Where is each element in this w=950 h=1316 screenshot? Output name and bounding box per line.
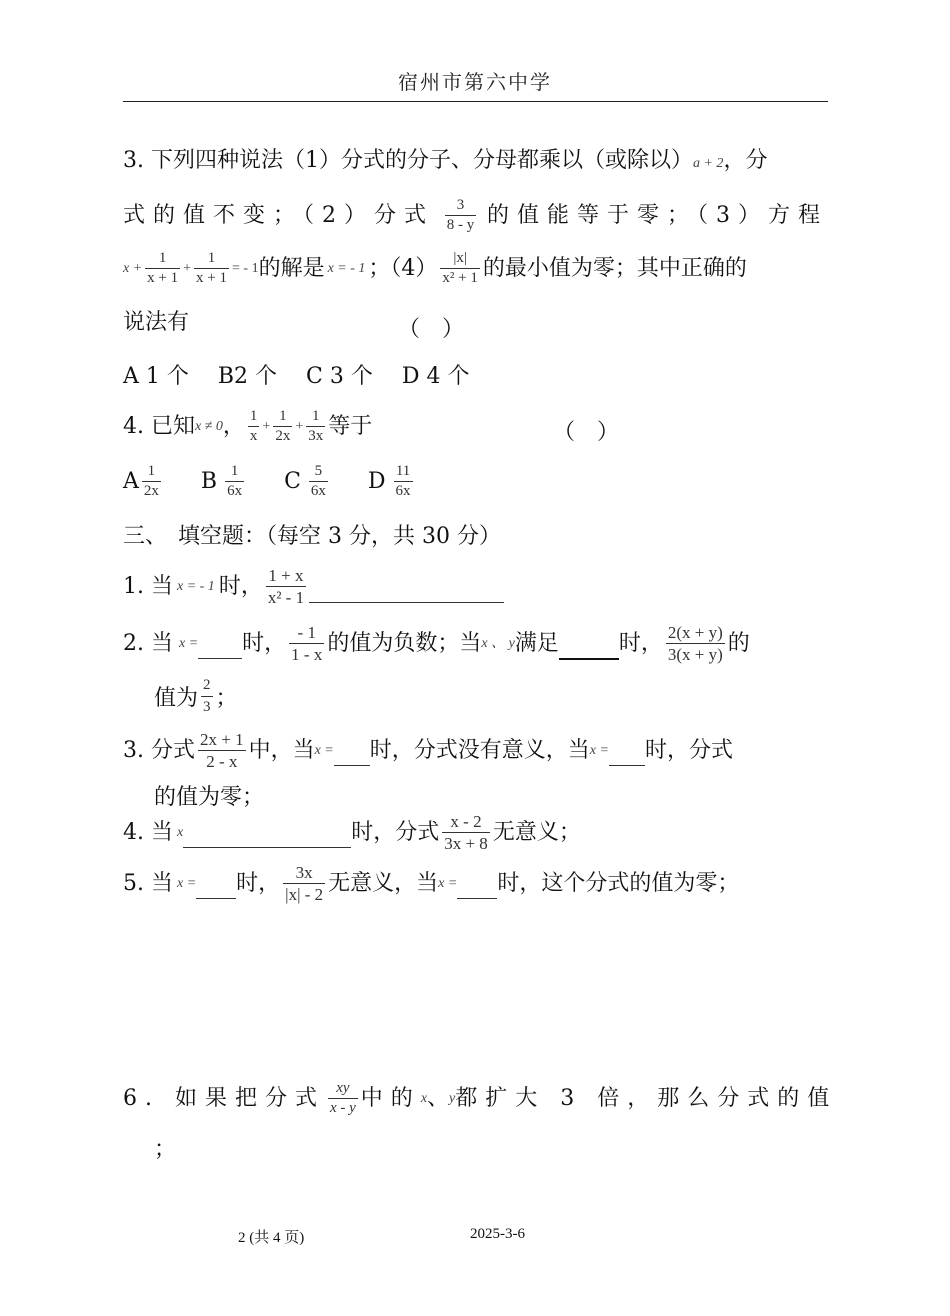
fill-question-3-line-1 <box>123 731 733 770</box>
fill-3-text: 时，分式 <box>644 737 733 763</box>
fill-2-text: 2. 当 <box>123 630 173 656</box>
fill-question-3-line-2: 的值为零； <box>154 785 265 810</box>
choice-label: D <box>367 468 386 494</box>
fill-2-text: 满足 <box>514 630 559 656</box>
fill-2-text: 时， <box>242 630 287 656</box>
fill-4-text: 4. 当 <box>123 819 173 845</box>
fraction: $\frac{- 1}{1 - x}$ <box>291 623 323 664</box>
section-heading: 三、 填空题：（每空 3 分，共 30 分） <box>123 524 501 549</box>
question-4-choices <box>123 464 416 499</box>
fraction: $\frac{1 + x}{\text{x² - 1}}$ <box>267 566 305 607</box>
choice-label: B <box>200 468 218 494</box>
fraction: $\frac{1}{3x}$ <box>308 408 324 444</box>
fill-2-text: ； <box>215 686 238 711</box>
question-4-text: ， <box>222 413 245 439</box>
fraction: $\frac{2}{3}$ <box>203 677 211 715</box>
fill-5-text: 无意义，当 <box>328 870 439 896</box>
question-3-text: 的最小值为零；其中正确的 <box>482 255 747 281</box>
question-3-text: 的值能等于零；（3）方程 <box>487 202 828 228</box>
question-3-text: 的解是 <box>258 255 325 281</box>
answer-blank[interactable] <box>334 747 370 766</box>
answer-blank[interactable] <box>309 584 504 603</box>
fill-6-text: 中的 <box>360 1085 421 1111</box>
fill-4-text: 无意义； <box>492 819 581 845</box>
question-3-line-4 <box>123 312 189 334</box>
math-expression: x <box>176 824 184 840</box>
choice-label: C <box>284 468 301 494</box>
page-header-title: 宿州市第六中学 <box>398 70 552 94</box>
page-number: 2 (共 4 页) <box>238 1230 305 1246</box>
fill-6-text: 、 <box>427 1085 450 1111</box>
fraction: $\frac{xy}{x - y}$ <box>329 1080 356 1116</box>
question-3-line-3 <box>123 251 747 286</box>
fill-5-text: 5. 当 <box>123 870 173 896</box>
math-expression: x ≠ 0 <box>194 418 223 434</box>
math-expression: = - 1 <box>232 260 259 276</box>
fraction: $\frac{11}{6x}$ <box>395 463 411 499</box>
fill-5-text: 时， <box>236 870 281 896</box>
math-expression: a + 2 <box>692 156 724 171</box>
fill-6-text: 都扩大 3 倍，那么分式的值 <box>455 1085 838 1111</box>
fraction: $\frac{2(x + y)}{3(x + y)}$ <box>667 623 723 664</box>
fraction: $\frac{1}{x}$ <box>249 408 258 444</box>
fraction: $\frac{1}{x + 1}$ <box>147 250 179 286</box>
fraction: $\frac{5}{6x}$ <box>310 463 326 499</box>
math-expression: x = <box>438 875 458 891</box>
choice-label: A <box>123 468 139 494</box>
question-4-text: 4. 已知 <box>123 413 195 439</box>
math-expression: x = <box>176 875 197 891</box>
question-3-text: ，分 <box>723 148 768 173</box>
fill-5-text: 时，这个分式的值为零； <box>497 870 740 896</box>
answer-blank[interactable] <box>457 880 497 899</box>
fill-question-5 <box>123 864 739 903</box>
answer-blank[interactable] <box>196 880 236 899</box>
question-4-line-1: 4. 已知 x ≠ 0 ， $\frac{1}{x}$ + $\frac{1}{2x}$ + $\frac{1}{3x}$ 等于 <box>123 408 373 444</box>
fill-question-2-line-2 <box>154 677 238 716</box>
answer-blank[interactable] <box>198 640 242 659</box>
fraction: $\frac{3x}{|x| - 2}$ <box>285 863 324 904</box>
math-expression: x = - 1 <box>327 260 366 276</box>
question-3-line-1 <box>123 150 767 172</box>
math-expression: x 、 y <box>481 635 515 651</box>
fill-3-text: 中，当 <box>248 737 315 763</box>
fraction: $\frac{1}{6x}$ <box>227 463 243 499</box>
fraction: $\frac{x - 2}{3x + 8}$ <box>444 812 488 853</box>
question-3-line-2 <box>123 198 828 233</box>
answer-blank[interactable] <box>609 747 645 766</box>
fill-question-2-line-1 <box>123 624 750 663</box>
fill-2-text: 值为 <box>154 686 199 711</box>
fraction: $\frac{|x|}{\text{x² + 1}}$ <box>442 250 478 286</box>
math-expression: x = - 1 <box>176 578 215 594</box>
fraction: $\frac{1}{2x}$ <box>275 408 291 444</box>
answer-parentheses: （ ） <box>398 317 465 342</box>
math-expression: y <box>449 1090 456 1106</box>
math-expression: + <box>183 260 192 276</box>
fill-question-1 <box>123 567 504 606</box>
question-3-text: 式的值不变；（2）分式 <box>123 202 434 228</box>
math-expression: x = <box>589 742 609 758</box>
header-divider <box>123 101 828 102</box>
footer-date: 2025-3-6 <box>470 1226 525 1242</box>
fill-2-text: 的 <box>727 630 750 656</box>
fill-4-text: 时，分式 <box>351 819 440 845</box>
math-expression: x = <box>178 635 199 651</box>
math-expression: x <box>420 1090 428 1106</box>
answer-blank[interactable] <box>559 640 619 660</box>
answer-blank[interactable] <box>183 829 351 848</box>
question-3-text: 说法有 <box>123 310 190 335</box>
fraction: $\frac{1}{2x}$ <box>143 463 159 499</box>
fill-question-4 <box>123 813 581 852</box>
fill-3-text: 3. 分式 <box>123 737 195 763</box>
question-4-text: 等于 <box>328 413 373 439</box>
fraction: $\frac{2x + 1}{2 - x}$ <box>199 730 244 771</box>
fraction: $\frac{1}{x + 1}$ <box>196 250 228 286</box>
fill-question-6-line-2: ； <box>154 1137 177 1162</box>
question-3-text: 3. 下列四种说法（1）分式的分子、分母都乘以（或除以） <box>123 148 693 173</box>
fraction: $\frac{3}{8 - y}$ <box>446 197 475 233</box>
math-expression: x + <box>123 260 143 276</box>
math-expression: x = <box>314 742 334 758</box>
fill-1-text: 时， <box>218 573 263 599</box>
answer-parentheses: （ ） <box>553 420 620 445</box>
fill-2-text: 的值为负数；当 <box>327 630 482 656</box>
fill-6-text: 6. 如果把分式 <box>123 1085 325 1111</box>
fill-3-text: 时，分式没有意义，当 <box>369 737 590 763</box>
question-3-choices: A 1 个 B2 个 C 3 个 D 4 个 <box>123 364 470 389</box>
fill-1-text: 1. 当 <box>123 573 173 599</box>
fill-question-6-line-1 <box>123 1080 838 1116</box>
question-3-text: ；（4） <box>368 255 438 281</box>
fill-2-text: 时， <box>618 630 663 656</box>
